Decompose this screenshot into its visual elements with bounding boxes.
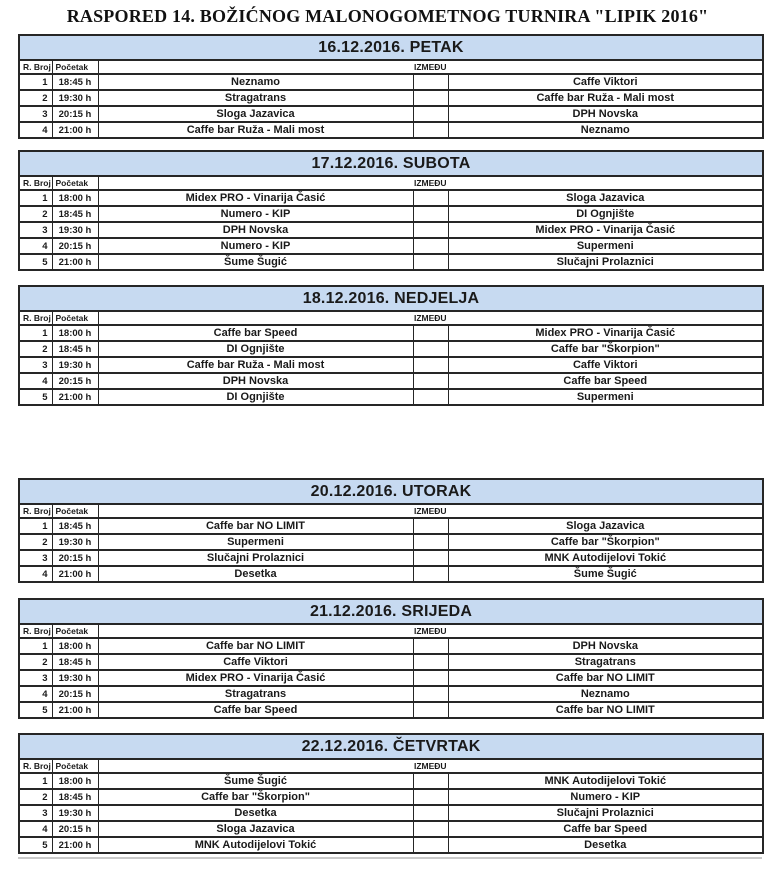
match-number: 1 [19, 74, 52, 90]
match-number: 3 [19, 357, 52, 373]
match-row [19, 550, 763, 566]
match-row [19, 254, 763, 270]
match-time: 18:00 h [52, 773, 98, 789]
versus-spacer [413, 534, 448, 550]
day-header: 20.12.2016. UTORAK [19, 479, 763, 504]
match-row [19, 90, 763, 106]
match-number: 5 [19, 254, 52, 270]
home-team: Caffe Viktori [98, 654, 413, 670]
match-row [19, 518, 763, 534]
home-team: Caffe bar Ruža - Mali most [98, 122, 413, 138]
match-row [19, 670, 763, 686]
away-team: Midex PRO - Vinarija Časić [448, 325, 763, 341]
home-team: DPH Novska [98, 222, 413, 238]
match-time: 18:00 h [52, 638, 98, 654]
home-team: Midex PRO - Vinarija Časić [98, 190, 413, 206]
away-team: MNK Autodijelovi Tokić [448, 773, 763, 789]
home-team: Midex PRO - Vinarija Časić [98, 670, 413, 686]
day-schedule-table [18, 150, 764, 271]
match-number: 3 [19, 670, 52, 686]
match-row [19, 325, 763, 341]
away-team: Caffe bar NO LIMIT [448, 702, 763, 718]
away-team: DPH Novska [448, 638, 763, 654]
home-team: Desetka [98, 805, 413, 821]
home-team: Numero - KIP [98, 206, 413, 222]
away-team: Sloga Jazavica [448, 518, 763, 534]
away-team: Caffe bar "Škorpion" [448, 341, 763, 357]
page-bottom-divider [18, 857, 762, 859]
match-number: 5 [19, 389, 52, 405]
match-time: 18:45 h [52, 206, 98, 222]
column-header-izmedu: IZMEĐU [98, 504, 763, 518]
match-row [19, 805, 763, 821]
day-schedule-table [18, 598, 764, 719]
match-row [19, 534, 763, 550]
match-time: 20:15 h [52, 106, 98, 122]
match-time: 20:15 h [52, 686, 98, 702]
home-team: Caffe bar Speed [98, 702, 413, 718]
match-row [19, 206, 763, 222]
match-number: 2 [19, 206, 52, 222]
match-row [19, 686, 763, 702]
match-number: 1 [19, 638, 52, 654]
match-number: 2 [19, 789, 52, 805]
match-number: 3 [19, 805, 52, 821]
away-team: Sloga Jazavica [448, 190, 763, 206]
away-team: Numero - KIP [448, 789, 763, 805]
away-team: Caffe bar Speed [448, 821, 763, 837]
home-team: Desetka [98, 566, 413, 582]
home-team: Neznamo [98, 74, 413, 90]
column-header-rbroj: R. Broj [19, 60, 52, 74]
away-team: Caffe bar Ruža - Mali most [448, 90, 763, 106]
match-time: 18:45 h [52, 789, 98, 805]
away-team: Neznamo [448, 122, 763, 138]
match-number: 4 [19, 686, 52, 702]
match-number: 4 [19, 122, 52, 138]
versus-spacer [413, 654, 448, 670]
match-number: 2 [19, 534, 52, 550]
home-team: DI Ognjište [98, 389, 413, 405]
home-team: Caffe bar NO LIMIT [98, 638, 413, 654]
match-time: 20:15 h [52, 373, 98, 389]
versus-spacer [413, 566, 448, 582]
match-time: 20:15 h [52, 238, 98, 254]
versus-spacer [413, 373, 448, 389]
versus-spacer [413, 238, 448, 254]
match-time: 21:00 h [52, 254, 98, 270]
match-number: 1 [19, 325, 52, 341]
column-header-izmedu: IZMEĐU [98, 759, 763, 773]
versus-spacer [413, 122, 448, 138]
away-team: MNK Autodijelovi Tokić [448, 550, 763, 566]
home-team: Stragatrans [98, 90, 413, 106]
column-header-row [19, 60, 763, 74]
match-time: 21:00 h [52, 566, 98, 582]
day-header-row [19, 734, 763, 759]
away-team: Caffe Viktori [448, 357, 763, 373]
versus-spacer [413, 389, 448, 405]
match-number: 5 [19, 702, 52, 718]
versus-spacer [413, 341, 448, 357]
home-team: Caffe bar "Škorpion" [98, 789, 413, 805]
match-number: 4 [19, 373, 52, 389]
versus-spacer [413, 638, 448, 654]
day-header: 22.12.2016. ČETVRTAK [19, 734, 763, 759]
match-time: 19:30 h [52, 357, 98, 373]
match-row [19, 341, 763, 357]
match-row [19, 389, 763, 405]
away-team: Stragatrans [448, 654, 763, 670]
column-header-row [19, 624, 763, 638]
away-team: Caffe bar Speed [448, 373, 763, 389]
column-header-pocetak: Početak [52, 759, 98, 773]
match-row [19, 773, 763, 789]
versus-spacer [413, 821, 448, 837]
home-team: Supermeni [98, 534, 413, 550]
versus-spacer [413, 90, 448, 106]
match-number: 3 [19, 106, 52, 122]
match-number: 2 [19, 90, 52, 106]
match-time: 18:00 h [52, 190, 98, 206]
match-time: 19:30 h [52, 90, 98, 106]
versus-spacer [413, 222, 448, 238]
versus-spacer [413, 837, 448, 853]
home-team: Caffe bar Ruža - Mali most [98, 357, 413, 373]
match-number: 4 [19, 821, 52, 837]
match-row [19, 566, 763, 582]
day-schedule-table [18, 478, 764, 583]
day-schedule-table [18, 34, 764, 139]
away-team: Slučajni Prolaznici [448, 805, 763, 821]
versus-spacer [413, 254, 448, 270]
versus-spacer [413, 106, 448, 122]
day-schedule-table [18, 733, 764, 854]
column-header-pocetak: Početak [52, 60, 98, 74]
versus-spacer [413, 550, 448, 566]
match-number: 3 [19, 550, 52, 566]
day-header-row [19, 151, 763, 176]
away-team: Caffe Viktori [448, 74, 763, 90]
away-team: Slučajni Prolaznici [448, 254, 763, 270]
match-number: 4 [19, 566, 52, 582]
match-row [19, 654, 763, 670]
day-header-row [19, 35, 763, 60]
home-team: MNK Autodijelovi Tokić [98, 837, 413, 853]
match-time: 19:30 h [52, 534, 98, 550]
day-header-row [19, 286, 763, 311]
schedule-list [18, 34, 762, 854]
match-row [19, 821, 763, 837]
day-header: 21.12.2016. SRIJEDA [19, 599, 763, 624]
home-team: Slučajni Prolaznici [98, 550, 413, 566]
column-header-rbroj: R. Broj [19, 504, 52, 518]
match-number: 1 [19, 518, 52, 534]
match-number: 3 [19, 222, 52, 238]
column-header-izmedu: IZMEĐU [98, 311, 763, 325]
column-header-izmedu: IZMEĐU [98, 624, 763, 638]
away-team: Supermeni [448, 389, 763, 405]
match-row [19, 122, 763, 138]
match-time: 21:00 h [52, 389, 98, 405]
away-team: DPH Novska [448, 106, 763, 122]
column-header-izmedu: IZMEĐU [98, 60, 763, 74]
column-header-rbroj: R. Broj [19, 759, 52, 773]
home-team: Šume Šugić [98, 254, 413, 270]
versus-spacer [413, 74, 448, 90]
away-team: Caffe bar NO LIMIT [448, 670, 763, 686]
match-row [19, 106, 763, 122]
column-header-pocetak: Početak [52, 176, 98, 190]
match-number: 4 [19, 238, 52, 254]
column-header-rbroj: R. Broj [19, 624, 52, 638]
column-header-pocetak: Početak [52, 504, 98, 518]
match-row [19, 357, 763, 373]
day-header: 17.12.2016. SUBOTA [19, 151, 763, 176]
match-row [19, 373, 763, 389]
column-header-row [19, 504, 763, 518]
match-row [19, 74, 763, 90]
match-time: 20:15 h [52, 821, 98, 837]
home-team: Caffe bar NO LIMIT [98, 518, 413, 534]
column-header-izmedu: IZMEĐU [98, 176, 763, 190]
versus-spacer [413, 702, 448, 718]
column-header-rbroj: R. Broj [19, 311, 52, 325]
match-row [19, 638, 763, 654]
column-header-pocetak: Početak [52, 624, 98, 638]
match-time: 20:15 h [52, 550, 98, 566]
match-number: 5 [19, 837, 52, 853]
home-team: DI Ognjište [98, 341, 413, 357]
match-time: 21:00 h [52, 122, 98, 138]
versus-spacer [413, 357, 448, 373]
match-row [19, 789, 763, 805]
column-header-row [19, 176, 763, 190]
away-team: Šume Šugić [448, 566, 763, 582]
versus-spacer [413, 773, 448, 789]
home-team: Caffe bar Speed [98, 325, 413, 341]
versus-spacer [413, 805, 448, 821]
match-time: 18:45 h [52, 518, 98, 534]
away-team: Midex PRO - Vinarija Časić [448, 222, 763, 238]
match-time: 18:45 h [52, 341, 98, 357]
match-number: 2 [19, 341, 52, 357]
versus-spacer [413, 789, 448, 805]
versus-spacer [413, 325, 448, 341]
versus-spacer [413, 206, 448, 222]
versus-spacer [413, 670, 448, 686]
versus-spacer [413, 190, 448, 206]
match-row [19, 238, 763, 254]
match-time: 19:30 h [52, 805, 98, 821]
match-number: 2 [19, 654, 52, 670]
match-time: 19:30 h [52, 670, 98, 686]
home-team: Stragatrans [98, 686, 413, 702]
match-time: 18:45 h [52, 74, 98, 90]
home-team: Sloga Jazavica [98, 106, 413, 122]
match-time: 18:00 h [52, 325, 98, 341]
away-team: Desetka [448, 837, 763, 853]
away-team: DI Ognjište [448, 206, 763, 222]
page-title: RASPORED 14. BOŽIĆNOG MALONOGOMETNOG TURNIRA "LIPIK 2016" [66, 6, 709, 26]
match-time: 19:30 h [52, 222, 98, 238]
match-number: 1 [19, 773, 52, 789]
column-header-pocetak: Početak [52, 311, 98, 325]
match-row [19, 190, 763, 206]
away-team: Supermeni [448, 238, 763, 254]
day-header: 18.12.2016. NEDJELJA [19, 286, 763, 311]
away-team: Neznamo [448, 686, 763, 702]
match-time: 21:00 h [52, 702, 98, 718]
home-team: Sloga Jazavica [98, 821, 413, 837]
match-row [19, 837, 763, 853]
day-schedule-table [18, 285, 764, 406]
match-row [19, 222, 763, 238]
column-header-row [19, 759, 763, 773]
match-number: 1 [19, 190, 52, 206]
home-team: DPH Novska [98, 373, 413, 389]
column-header-rbroj: R. Broj [19, 176, 52, 190]
day-header-row [19, 479, 763, 504]
away-team: Caffe bar "Škorpion" [448, 534, 763, 550]
match-row [19, 702, 763, 718]
column-header-row [19, 311, 763, 325]
day-header: 16.12.2016. PETAK [19, 35, 763, 60]
day-header-row [19, 599, 763, 624]
match-time: 21:00 h [52, 837, 98, 853]
versus-spacer [413, 518, 448, 534]
home-team: Numero - KIP [98, 238, 413, 254]
match-time: 18:45 h [52, 654, 98, 670]
home-team: Šume Šugić [98, 773, 413, 789]
versus-spacer [413, 686, 448, 702]
